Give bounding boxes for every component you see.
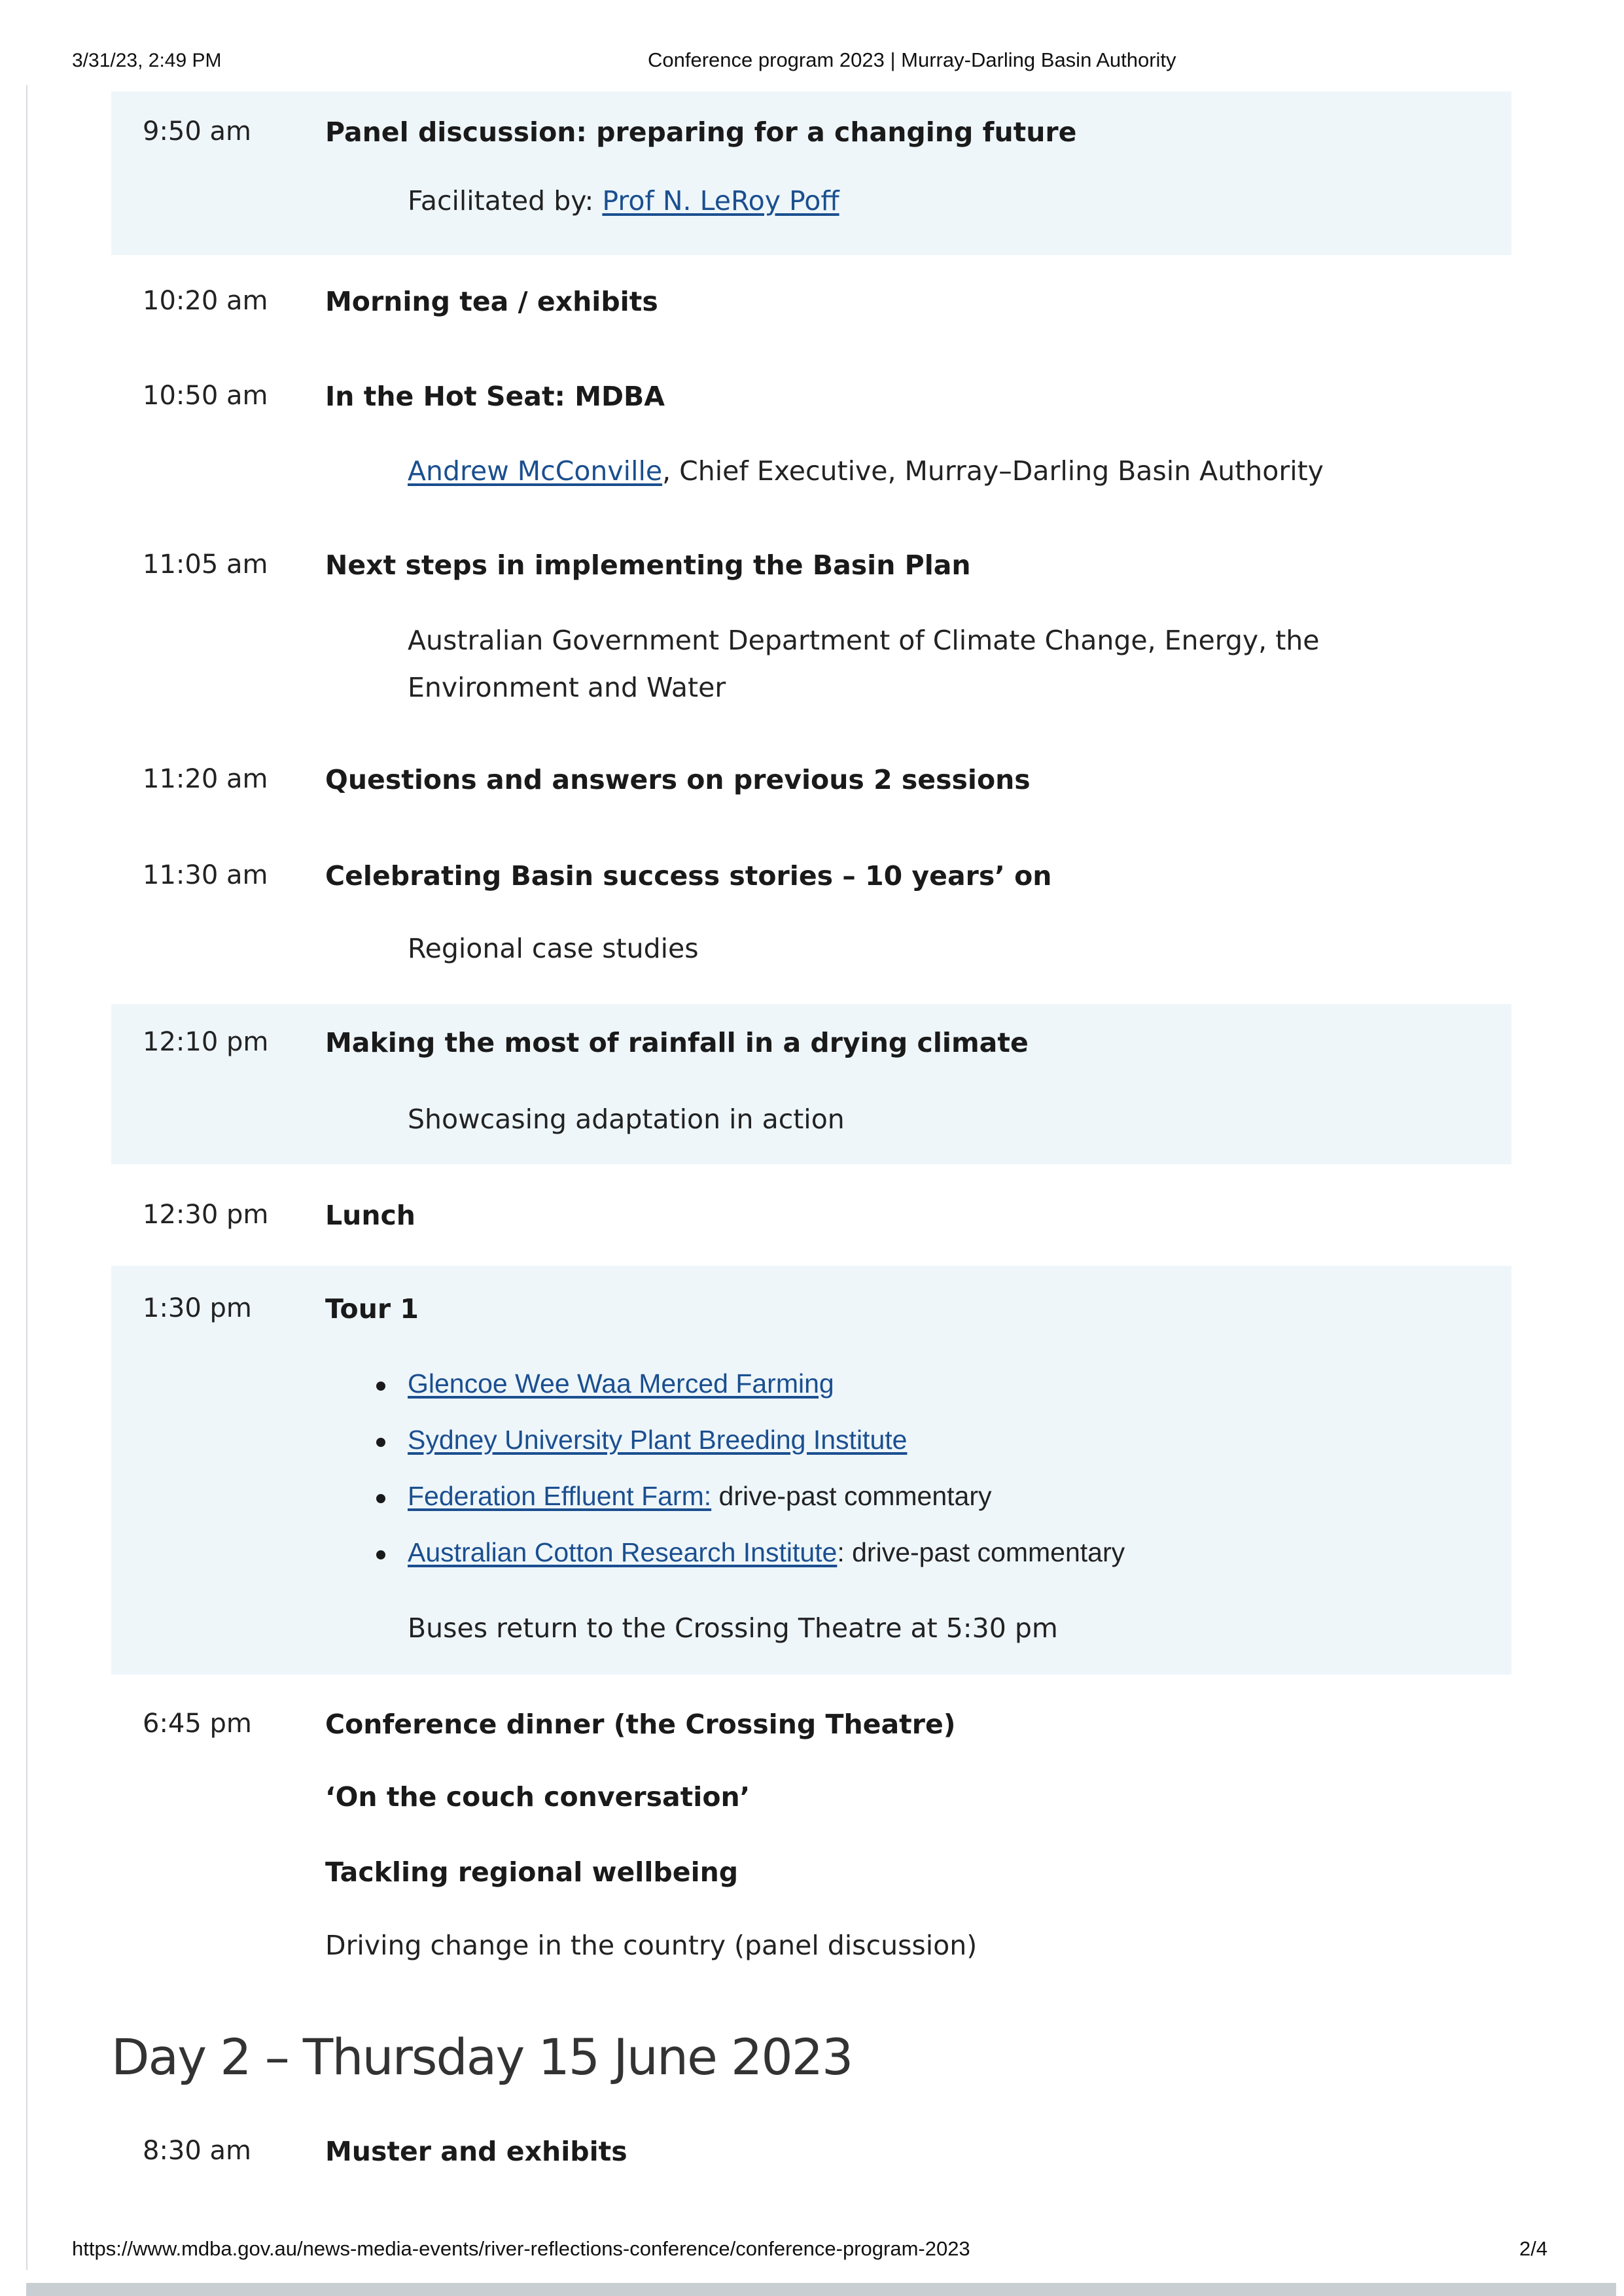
session-time: 10:20 am	[143, 286, 268, 316]
session-time: 11:30 am	[143, 860, 268, 890]
tour-stop-link[interactable]: Sydney University Plant Breeding Institute	[408, 1425, 908, 1455]
tour-stop-link[interactable]: Australian Cotton Research Institute	[408, 1537, 838, 1567]
day-2-heading: Day 2 – Thursday 15 June 2023	[111, 2028, 853, 2086]
detail-text: Regional case studies	[408, 933, 699, 964]
session-time: 12:10 pm	[143, 1027, 269, 1057]
tour-note-text: Buses return to the Crossing Theatre at 5:30 pm	[408, 1612, 1058, 1644]
print-header-date: 3/31/23, 2:49 PM	[72, 50, 222, 71]
session-time: 11:05 am	[143, 549, 268, 580]
page-border	[26, 85, 27, 2270]
session-time: 9:50 am	[143, 116, 252, 147]
session-time: 8:30 am	[143, 2136, 252, 2166]
session-title: Next steps in implementing the Basin Plan	[325, 549, 971, 581]
print-footer-url: https://www.mdba.gov.au/news-media-events/river-reflections-conference/conference-program-2023	[72, 2237, 970, 2260]
session-title: In the Hot Seat: MDBA	[325, 381, 665, 412]
session-title: Celebrating Basin success stories – 10 years’ on	[325, 860, 1052, 892]
session-time: 10:50 am	[143, 381, 268, 411]
session-title: Panel discussion: preparing for a changing future	[325, 116, 1077, 148]
session-title: Morning tea / exhibits	[325, 286, 658, 317]
tour-stop	[408, 1537, 1125, 1593]
session-title: Lunch	[325, 1200, 415, 1231]
session-time: 1:30 pm	[143, 1293, 252, 1323]
bullet-icon	[376, 1550, 385, 1559]
speaker-role: , Chief Executive, Murray–Darling Basin Authority	[662, 455, 1324, 487]
session-title: Questions and answers on previous 2 sessions	[325, 764, 1031, 795]
tour-stop-link[interactable]: Federation Effluent Farm:	[408, 1481, 712, 1511]
facilitator-link[interactable]: Prof N. LeRoy Poff	[602, 185, 839, 217]
tour-stop	[408, 1481, 1125, 1537]
bullet-icon	[376, 1438, 385, 1447]
bullet-icon	[376, 1494, 385, 1503]
dinner-detail-text: Driving change in the country (panel discussion)	[325, 1930, 978, 1961]
session-title: Conference dinner (the Crossing Theatre)	[325, 1709, 956, 1740]
session-time: 11:20 am	[143, 764, 268, 794]
tour-stop-suffix: drive-past commentary	[711, 1481, 992, 1511]
session-time: 6:45 pm	[143, 1709, 252, 1739]
session-title: Making the most of rainfall in a drying climate	[325, 1027, 1029, 1058]
bullet-icon	[376, 1382, 385, 1391]
print-footer-page-number: 2/4	[1519, 2237, 1548, 2260]
print-header-title: Conference program 2023 | Murray-Darling Basin Authority	[648, 48, 1176, 71]
session-time: 12:30 pm	[143, 1200, 269, 1230]
speaker-link[interactable]: Andrew McConville	[408, 455, 663, 487]
dinner-subtitle-2: Tackling regional wellbeing	[325, 1856, 739, 1888]
dinner-subtitle-1: ‘On the couch conversation’	[325, 1781, 750, 1813]
tour-stop-suffix: : drive-past commentary	[837, 1537, 1125, 1567]
speaker-line	[408, 455, 1324, 487]
detail-text: Showcasing adaptation in action	[408, 1104, 845, 1135]
page-bottom-bar	[26, 2283, 1616, 2296]
session-title: Tour 1	[325, 1293, 419, 1325]
detail-line-2: Environment and Water	[408, 672, 726, 703]
tour-stop	[408, 1368, 1125, 1425]
tour-stop-list	[408, 1368, 1125, 1593]
tour-stop	[408, 1425, 1125, 1481]
facilitator-line	[408, 185, 839, 217]
detail-line-1: Australian Government Department of Climate Change, Energy, the	[408, 625, 1320, 656]
tour-stop-link[interactable]: Glencoe Wee Waa Merced Farming	[408, 1368, 834, 1399]
session-title: Muster and exhibits	[325, 2136, 627, 2167]
facilitator-prefix: Facilitated by:	[408, 185, 603, 217]
